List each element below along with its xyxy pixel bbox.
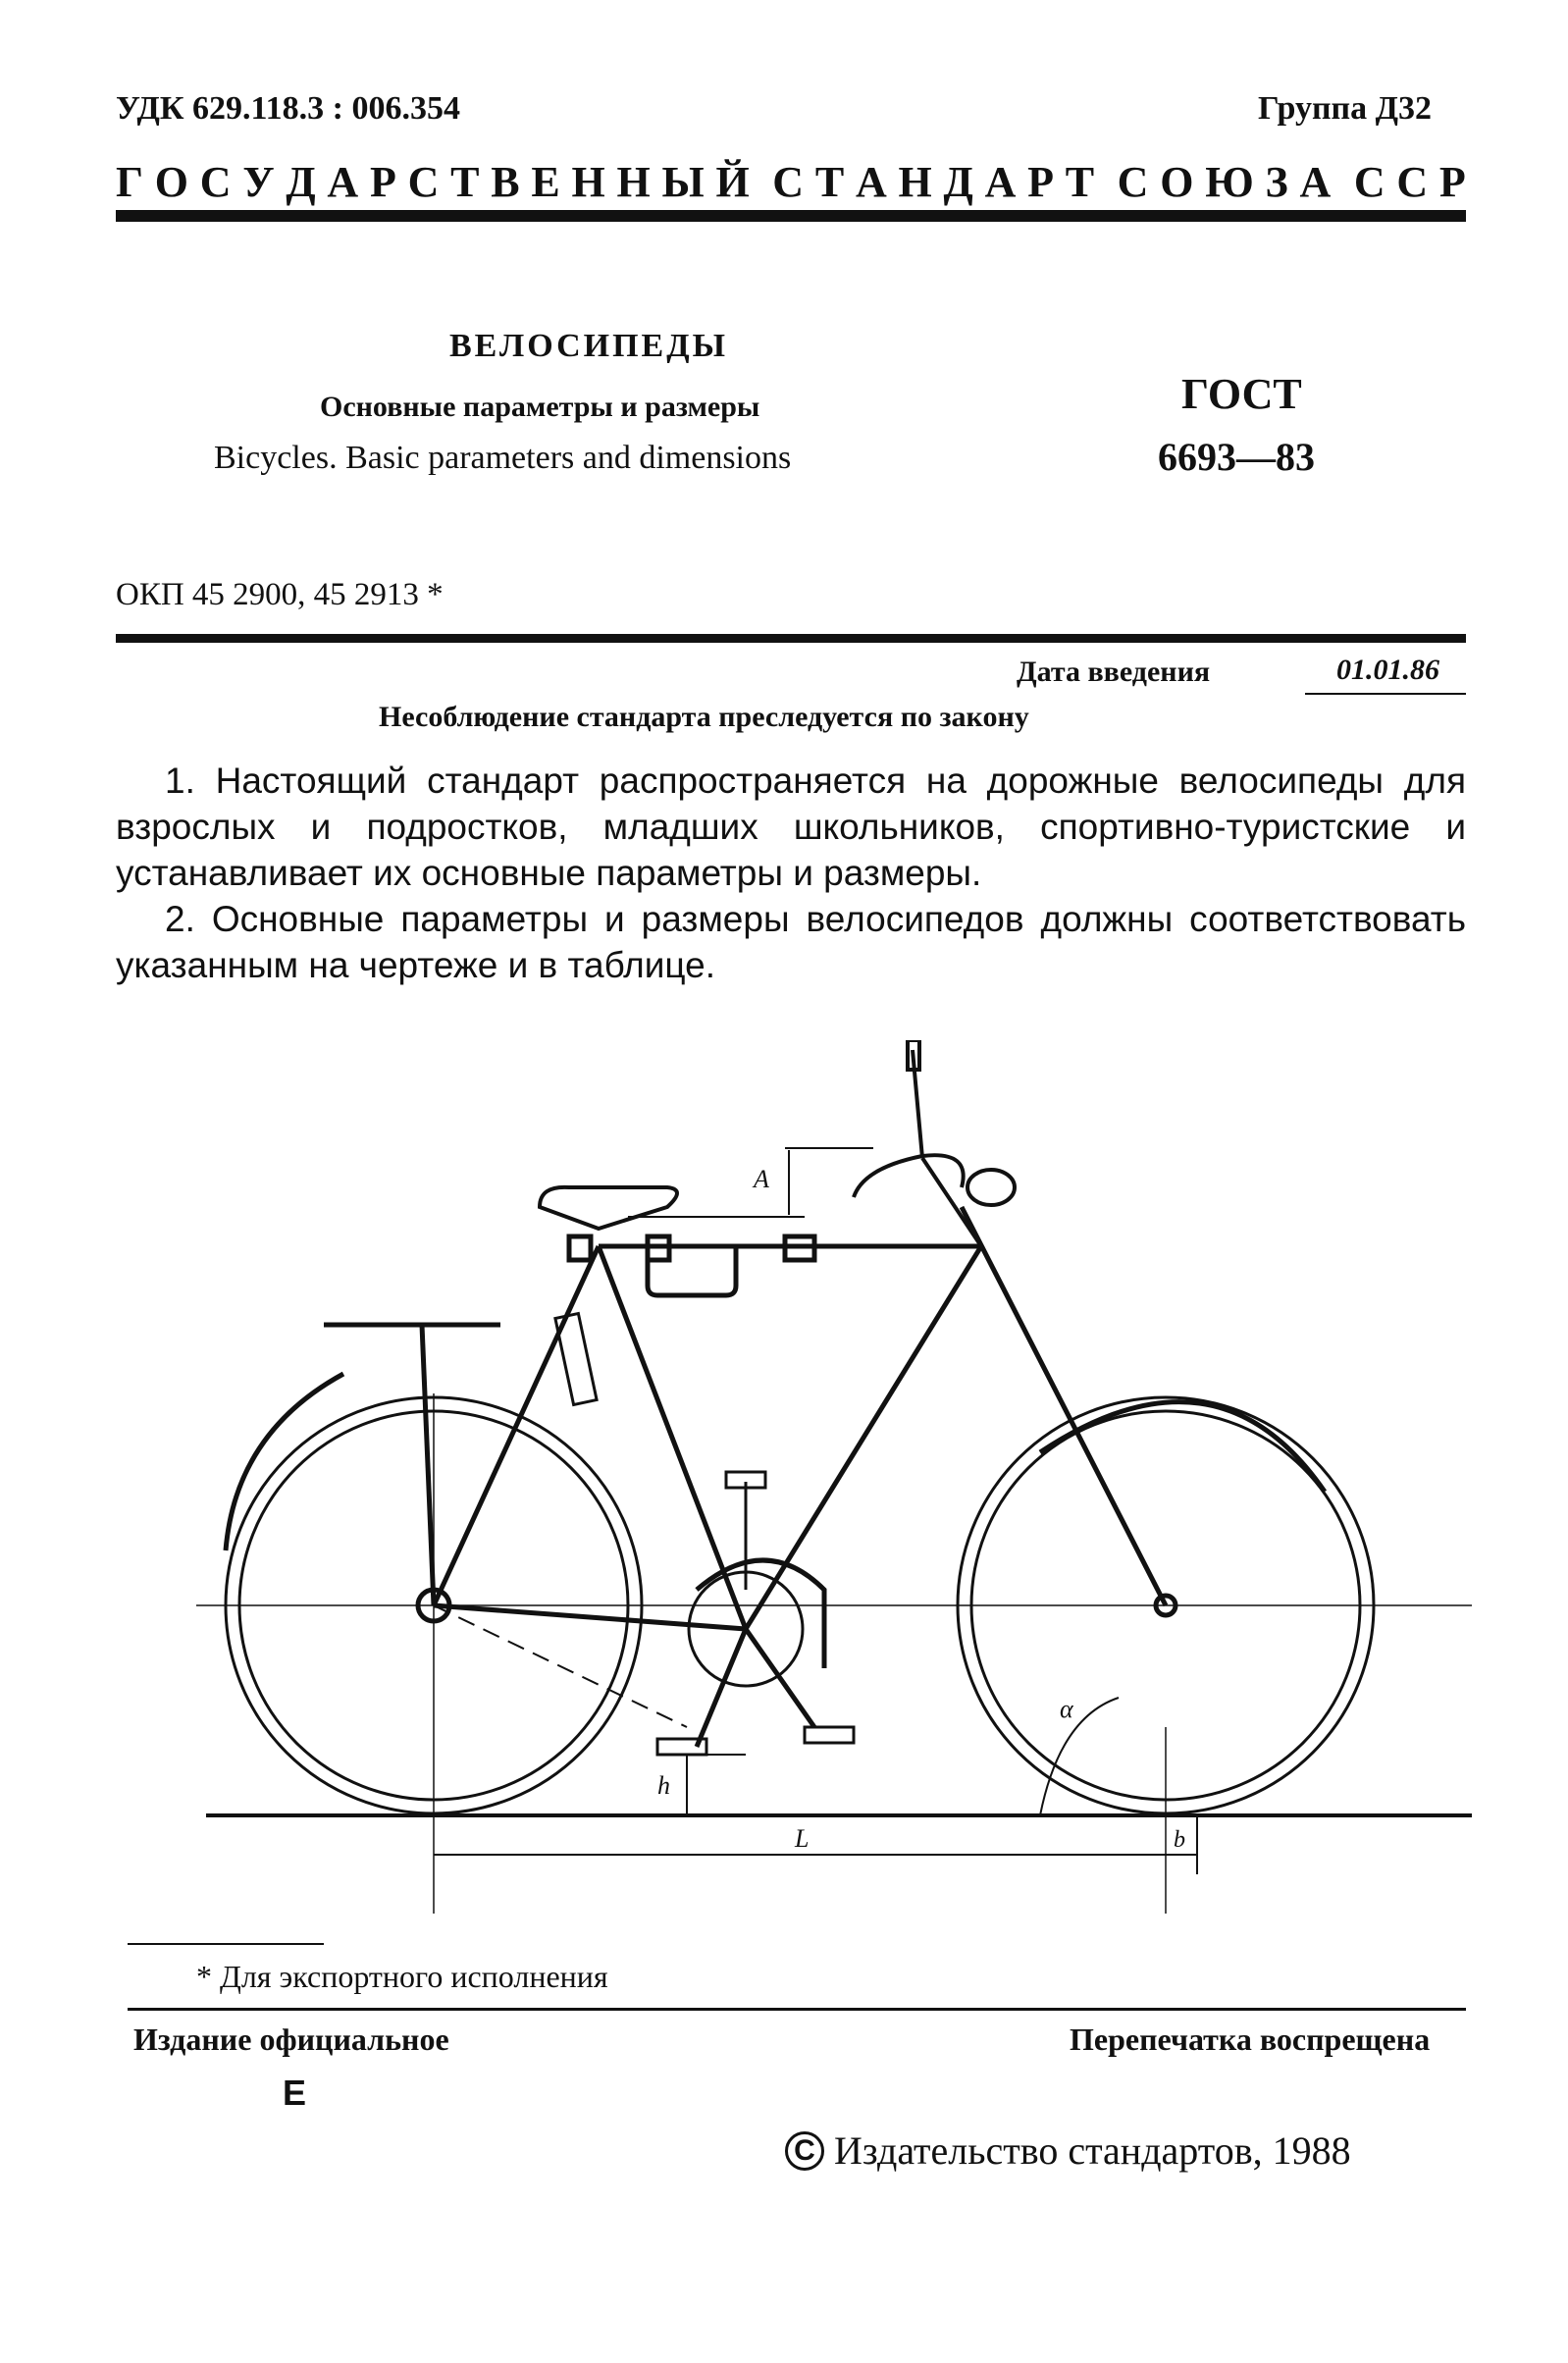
introduction-date-label: Дата введения: [1017, 656, 1211, 688]
subtitle-russian: Основные параметры и размеры: [320, 391, 760, 423]
label-a: A: [754, 1165, 769, 1193]
dimension-h: [677, 1755, 746, 1813]
edition-letter: Е: [283, 2073, 307, 2113]
reprint-notice: Перепечатка воспрещена: [1070, 2022, 1431, 2057]
body-text: [116, 758, 1466, 988]
copyright: [785, 2127, 1351, 2174]
state-standard-letter: Г: [116, 158, 143, 206]
state-standard-letter: С: [199, 158, 232, 206]
date-underline: [1305, 693, 1466, 695]
state-standard-heading: [116, 157, 1466, 207]
state-standard-letter: О: [154, 158, 188, 206]
label-b: b: [1174, 1827, 1185, 1853]
state-standard-letter: В: [491, 158, 520, 206]
state-standard-letter: Й: [715, 158, 750, 206]
udk-code: УДК 629.118.3 : 006.354: [116, 90, 461, 127]
state-standard-letter: Е: [531, 158, 560, 206]
state-standard-letter: А: [1299, 158, 1332, 206]
state-standard-letter: Р: [1438, 158, 1466, 206]
label-alpha: α: [1060, 1695, 1073, 1723]
state-standard-letter: А: [984, 158, 1017, 206]
official-edition: Издание официальное: [133, 2022, 449, 2057]
header-thick-rule: [116, 210, 1466, 222]
state-standard-letter: У: [242, 158, 275, 206]
state-standard-letter: Н: [898, 158, 932, 206]
state-standard-letter: Н: [571, 158, 605, 206]
dimension-l: [434, 1815, 1197, 1874]
state-standard-letter: А: [327, 158, 359, 206]
state-standard-letter: Т: [1065, 158, 1095, 206]
state-standard-letter: Т: [450, 158, 480, 206]
paragraph-1: 1. Настоящий стандарт распространяется на дорожные велосипеды для взрослых и подростков, младших школьников, спортивно-туристские и устанавливает их основные параметры и размеры.: [116, 761, 1466, 893]
label-h: h: [657, 1771, 670, 1800]
state-standard-letter: С: [772, 158, 805, 206]
label-l: L: [795, 1824, 810, 1853]
state-standard-letter: Р: [1027, 158, 1054, 206]
state-standard-letter: О: [1160, 158, 1194, 206]
okp-code: ОКП 45 2900, 45 2913 *: [116, 577, 444, 612]
state-standard-letter: С: [407, 158, 440, 206]
state-standard-letter: Ю: [1205, 158, 1254, 206]
state-standard-letter: С: [1353, 158, 1385, 206]
angle-arc: [1040, 1698, 1119, 1815]
document-title: ВЕЛОСИПЕДЫ: [449, 328, 729, 364]
okp-rule: [116, 634, 1466, 643]
state-standard-letter: Д: [286, 158, 316, 206]
gost-number: 6693—83: [1158, 435, 1315, 479]
state-standard-letter: А: [855, 158, 887, 206]
state-standard-letter: З: [1265, 158, 1288, 206]
state-standard-letter: С: [1396, 158, 1429, 206]
copyright-text: Издательство стандартов, 1988: [834, 2128, 1351, 2173]
state-standard-letter: Н: [616, 158, 651, 206]
paragraph-2: 2. Основные параметры и размеры велосипедов должны соответствовать указанным на чертеже и в таблице.: [116, 899, 1466, 985]
bicycle-drawing: [177, 1040, 1491, 1923]
footnote: * Для экспортного исполнения: [196, 1959, 608, 1994]
gost-label: ГОСТ: [1181, 370, 1302, 418]
subtitle-english: Bicycles. Basic parameters and dimensions: [214, 440, 792, 476]
saddle: [540, 1187, 677, 1229]
state-standard-letter: Ы: [661, 158, 705, 206]
footnote-rule: [128, 1943, 324, 1945]
state-standard-letter: С: [1117, 158, 1149, 206]
group-code: Группа Д32: [1258, 90, 1433, 127]
state-standard-letter: Д: [943, 158, 973, 206]
handlebar: [854, 1040, 1015, 1246]
noncompliance-notice: Несоблюдение стандарта преследуется по закону: [379, 701, 1029, 733]
introduction-date-value: 01.01.86: [1336, 654, 1439, 686]
state-standard-letter: Р: [369, 158, 396, 206]
footer-rule: [128, 2008, 1466, 2011]
state-standard-letter: Т: [814, 158, 845, 206]
copyright-icon: C: [785, 2131, 824, 2171]
